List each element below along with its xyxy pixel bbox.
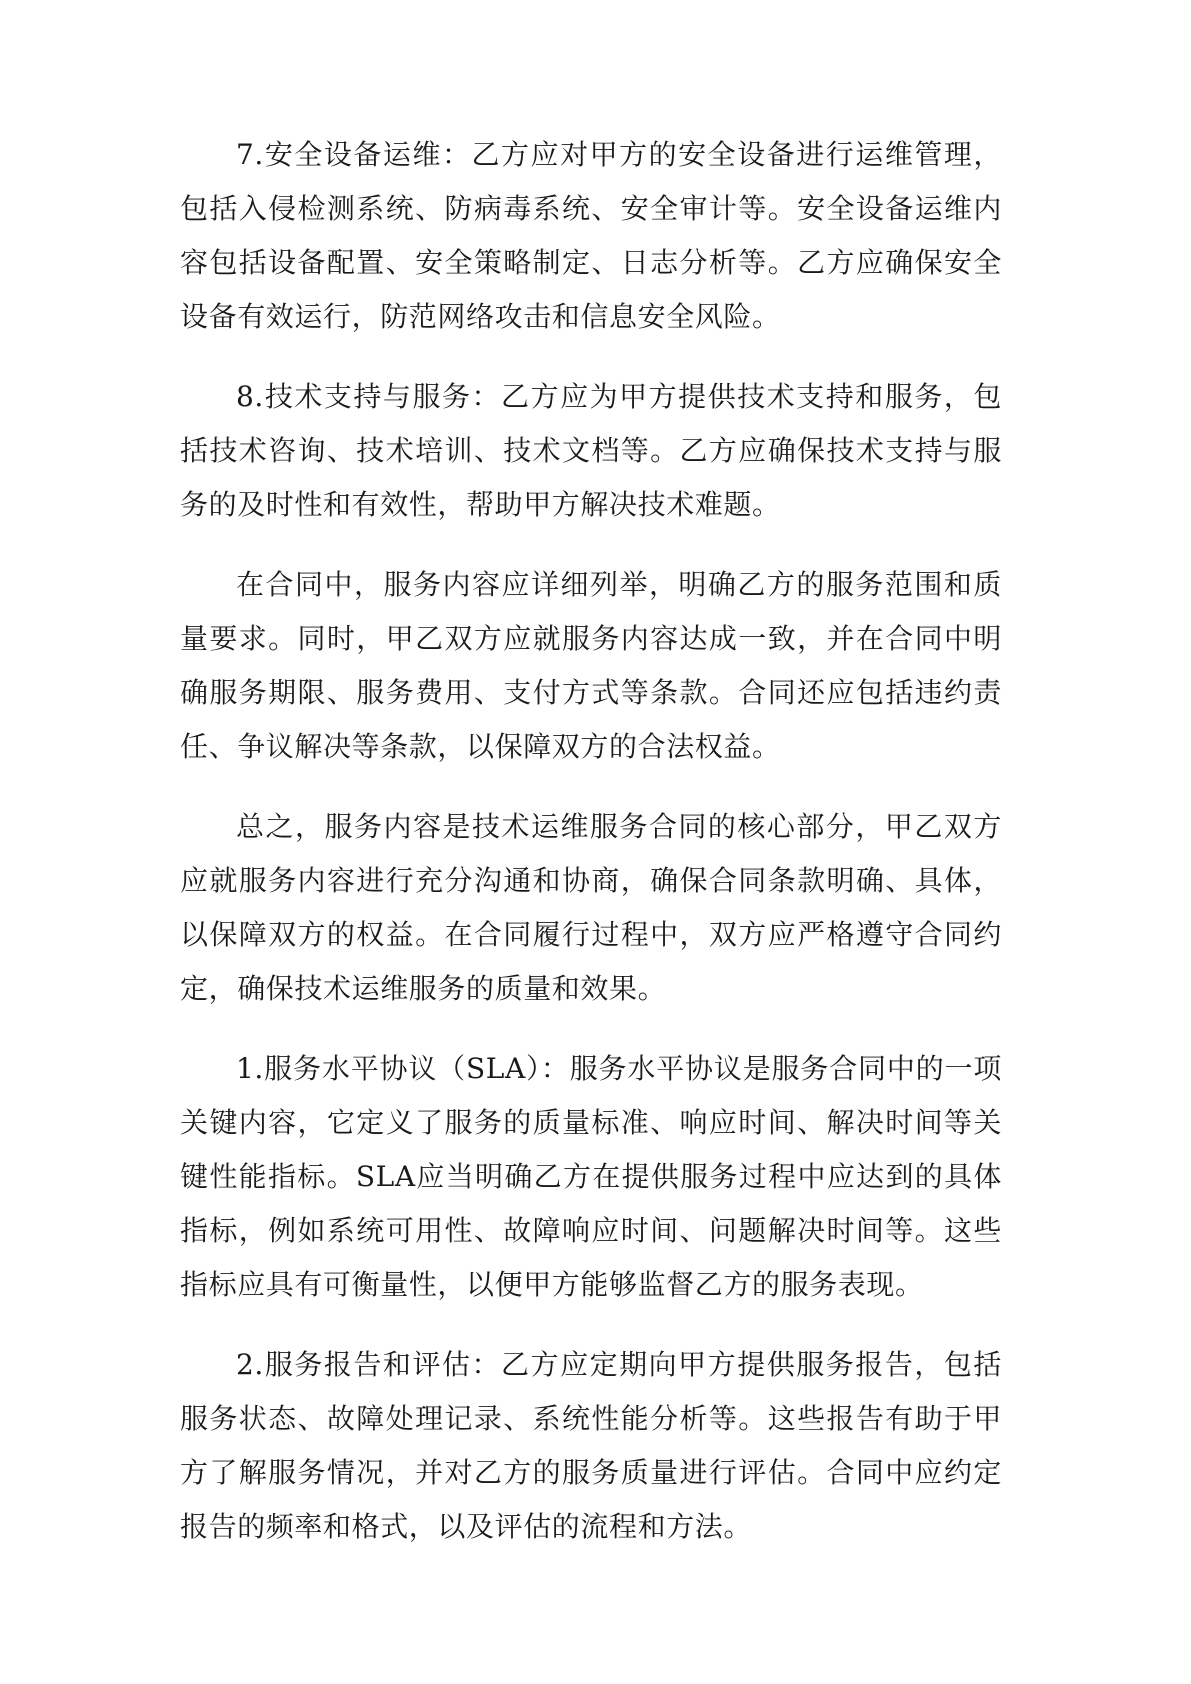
paragraph-security-device-maintenance: 7.安全设备运维：乙方应对甲方的安全设备进行运维管理，包括入侵检测系统、防病毒系统、安全审计等。安全设备运维内容包括设备配置、安全策略制定、日志分析等。乙方应确保安全设备有效运行，防范网络攻击和信息安全风险。: [180, 138, 1002, 333]
paragraph-summary: 总之，服务内容是技术运维服务合同的核心部分，甲乙双方应就服务内容进行充分沟通和协商，确保合同条款明确、具体，以保障双方的权益。在合同履行过程中，双方应严格遵守合同约定，确保技术运维服务的质量和效果。: [180, 810, 1002, 1005]
paragraph-contract-service-scope: 在合同中，服务内容应详细列举，明确乙方的服务范围和质量要求。同时，甲乙双方应就服务内容达成一致，并在合同中明确服务期限、服务费用、支付方式等条款。合同还应包括违约责任、争议解决等条款，以保障双方的合法权益。: [180, 568, 1002, 763]
paragraph-technical-support: 8.技术支持与服务：乙方应为甲方提供技术支持和服务，包括技术咨询、技术培训、技术文档等。乙方应确保技术支持与服务的及时性和有效性，帮助甲方解决技术难题。: [180, 380, 1002, 521]
document-body: [180, 128, 1002, 1580]
paragraph-sla: 1.服务水平协议（SLA）：服务水平协议是服务合同中的一项关键内容，它定义了服务的质量标准、响应时间、解决时间等关键性能指标。SLA应当明确乙方在提供服务过程中应达到的具体指标，例如系统可用性、故障响应时间、问题解决时间等。这些指标应具有可衡量性，以便甲方能够监督乙方的服务表现。: [180, 1052, 1002, 1301]
paragraph-service-report: 2.服务报告和评估：乙方应定期向甲方提供服务报告，包括服务状态、故障处理记录、系统性能分析等。这些报告有助于甲方了解服务情况，并对乙方的服务质量进行评估。合同中应约定报告的频率和格式，以及评估的流程和方法。: [180, 1348, 1002, 1543]
